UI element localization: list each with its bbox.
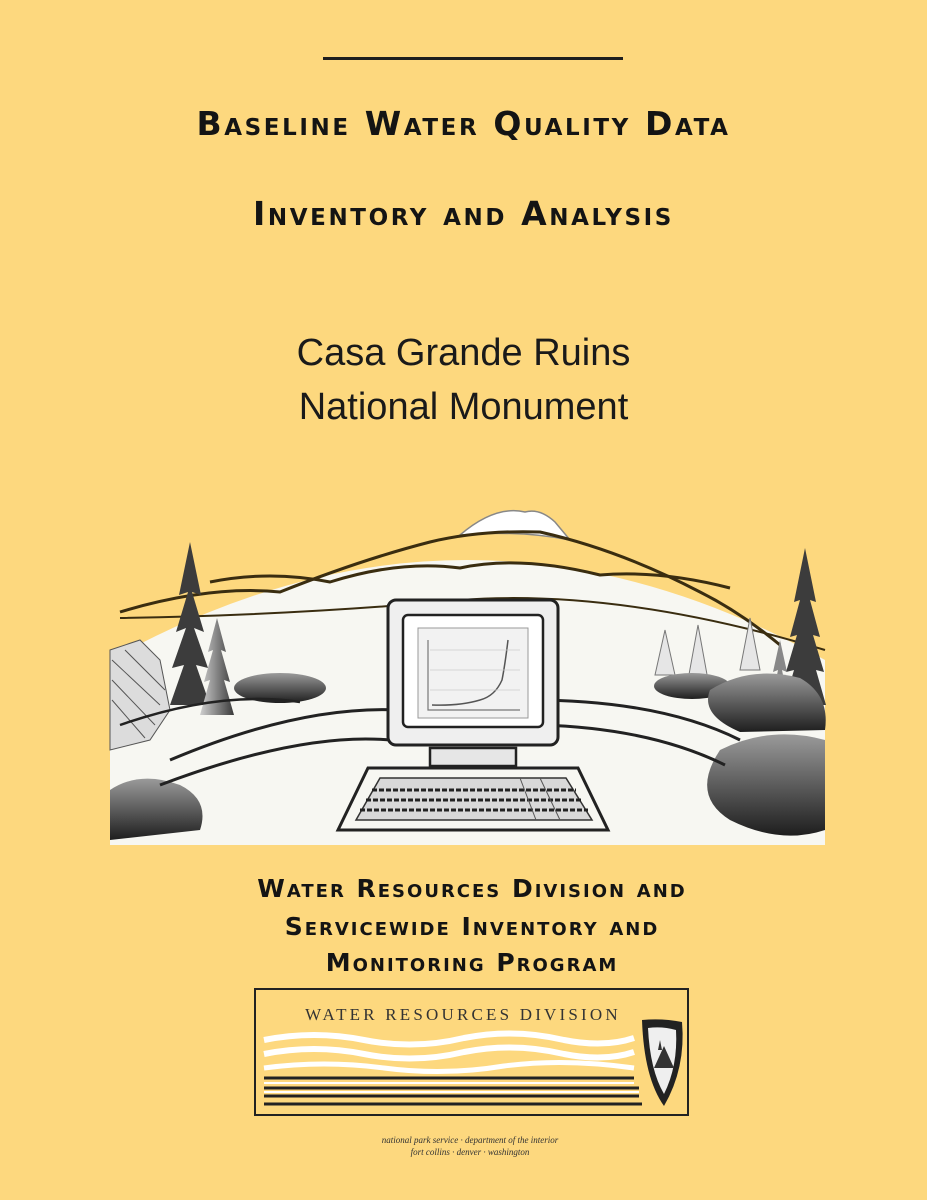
series-subtitle: Inventory and Analysis [253,194,674,233]
series-title: Baseline Water Quality Data [196,104,731,143]
logo-text: WATER RESOURCES DIVISION [305,1005,621,1024]
computer-monitor [388,600,558,766]
computer-keyboard [338,768,608,830]
program-line-2: Servicewide Inventory and [284,912,660,941]
program-line-1: Water Resources Division and [257,874,687,903]
park-name-line-1: Casa Grande Ruins [296,332,631,374]
program-line-3: Monitoring Program [325,948,619,977]
park-name-line-2: National Monument [298,386,629,428]
landscape-computer-illustration [100,500,835,855]
footer-agency: national park service · department of the interior [381,1135,559,1145]
top-rule [323,57,623,60]
footer-locations: fort collins · denver · washington [410,1147,530,1157]
